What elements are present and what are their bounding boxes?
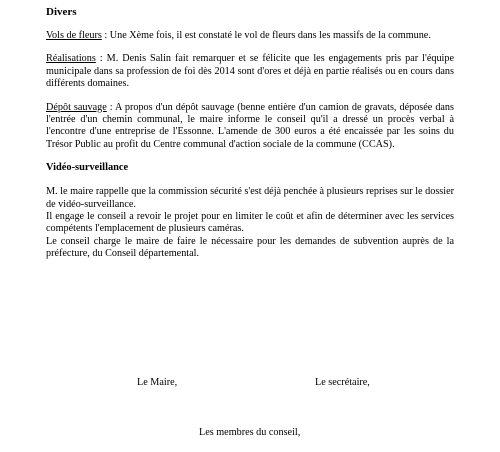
document-page (46, 6, 454, 261)
heading-video-surveillance: Vidéo-surveillance (46, 162, 129, 174)
video-line-2: Il engage le conseil a revoir le projet pour en limiter le coût et afin de déterminer avec les services compétents l'emplacement de plusieurs caméras. (46, 211, 454, 235)
signature-membres: Les membres du conseil, (199, 427, 301, 438)
text-depot-sauvage: : A propos d'un dépôt sauvage (benne entière d'un camion de gravats, déposée dans l'entrée d'un chemin communal, le maire informe le conseil qu'il a dressé un procès verbal à l'encontre d'une entreprise de l'Essonne. L'amende de 300 euros a été encaissée par les soins du Trésor Public au profit du Centre communal d'action sociale de la commune (CCAS). (46, 101, 454, 150)
text-realisations: : M. Denis Salin fait remarquer et se félicite que les engagements pris par l'équipe municipale dans sa profession de foi dès 2014 sont d'ores et déjà en partie réalisés ou en cours dans différents domaines. (46, 53, 454, 90)
signature-secretaire: Le secrétaire, (315, 377, 370, 388)
signature-maire: Le Maire, (137, 377, 178, 388)
paragraph-video-surveillance (46, 186, 454, 260)
text-vols-de-fleurs: : Une Xème fois, il est constaté le vol de fleurs dans les massifs de la commune. (101, 30, 431, 41)
label-realisations: Réalisations (46, 53, 96, 65)
label-vols-de-fleurs: Vols de fleurs (46, 30, 102, 41)
video-line-1: M. le maire rappelle que la commission sécurité s'est déjà penchée à plusieurs reprises sur le dossier de vidéo-surveillance. (46, 186, 454, 210)
paragraph-depot-sauvage (46, 102, 454, 152)
heading-divers: Divers (46, 6, 77, 18)
video-line-3: Le conseil charge le maire de faire le nécessaire pour les demandes de subvention auprès de la préfecture, du Conseil départemental. (46, 235, 454, 260)
label-depot-sauvage: Dépôt sauvage (46, 101, 107, 113)
paragraph-vols-de-fleurs (46, 30, 454, 42)
paragraph-realisations (46, 53, 454, 90)
